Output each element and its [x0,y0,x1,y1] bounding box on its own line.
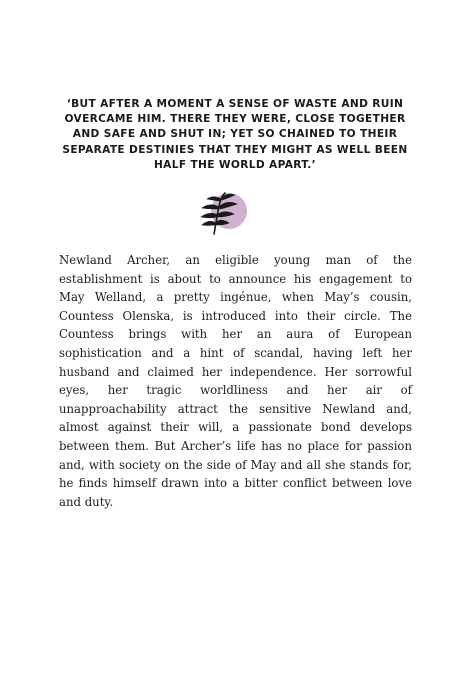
pull-quote: ‘BUT AFTER A MOMENT A SENSE OF WASTE AND RUIN OVERCAME HIM. THERE THEY WERE, CLOSE TOGETHER AND SAFE AND SHUT IN; YET SO CHAINED TO THEIR SEPARATE DESTINIES THAT THEY MIGHT AS WELL BEEN HALF THE WORLD APART.’ [62,98,408,171]
book-description: Newland Archer, an eligible young man of the establishment is about to announce his engagement to May Welland, a pretty ingénue, when May’s cousin, Countess Olenska, is introduced into their circle. The Countess brings with her an aura of European sophistication and a hint of scandal, having left her husband and claimed her independence. Her sorrowful eyes, her tragic worldliness and her air of unapproachability attract the sensitive Newland and, almost against their will, a passionate bond develops between them. But Archer’s life has no place for passion and, with society on the side of May and all she stands for, he finds himself drawn into a bitter conflict between love and duty. [59,253,412,509]
leaf-sprig-icon [192,190,250,236]
